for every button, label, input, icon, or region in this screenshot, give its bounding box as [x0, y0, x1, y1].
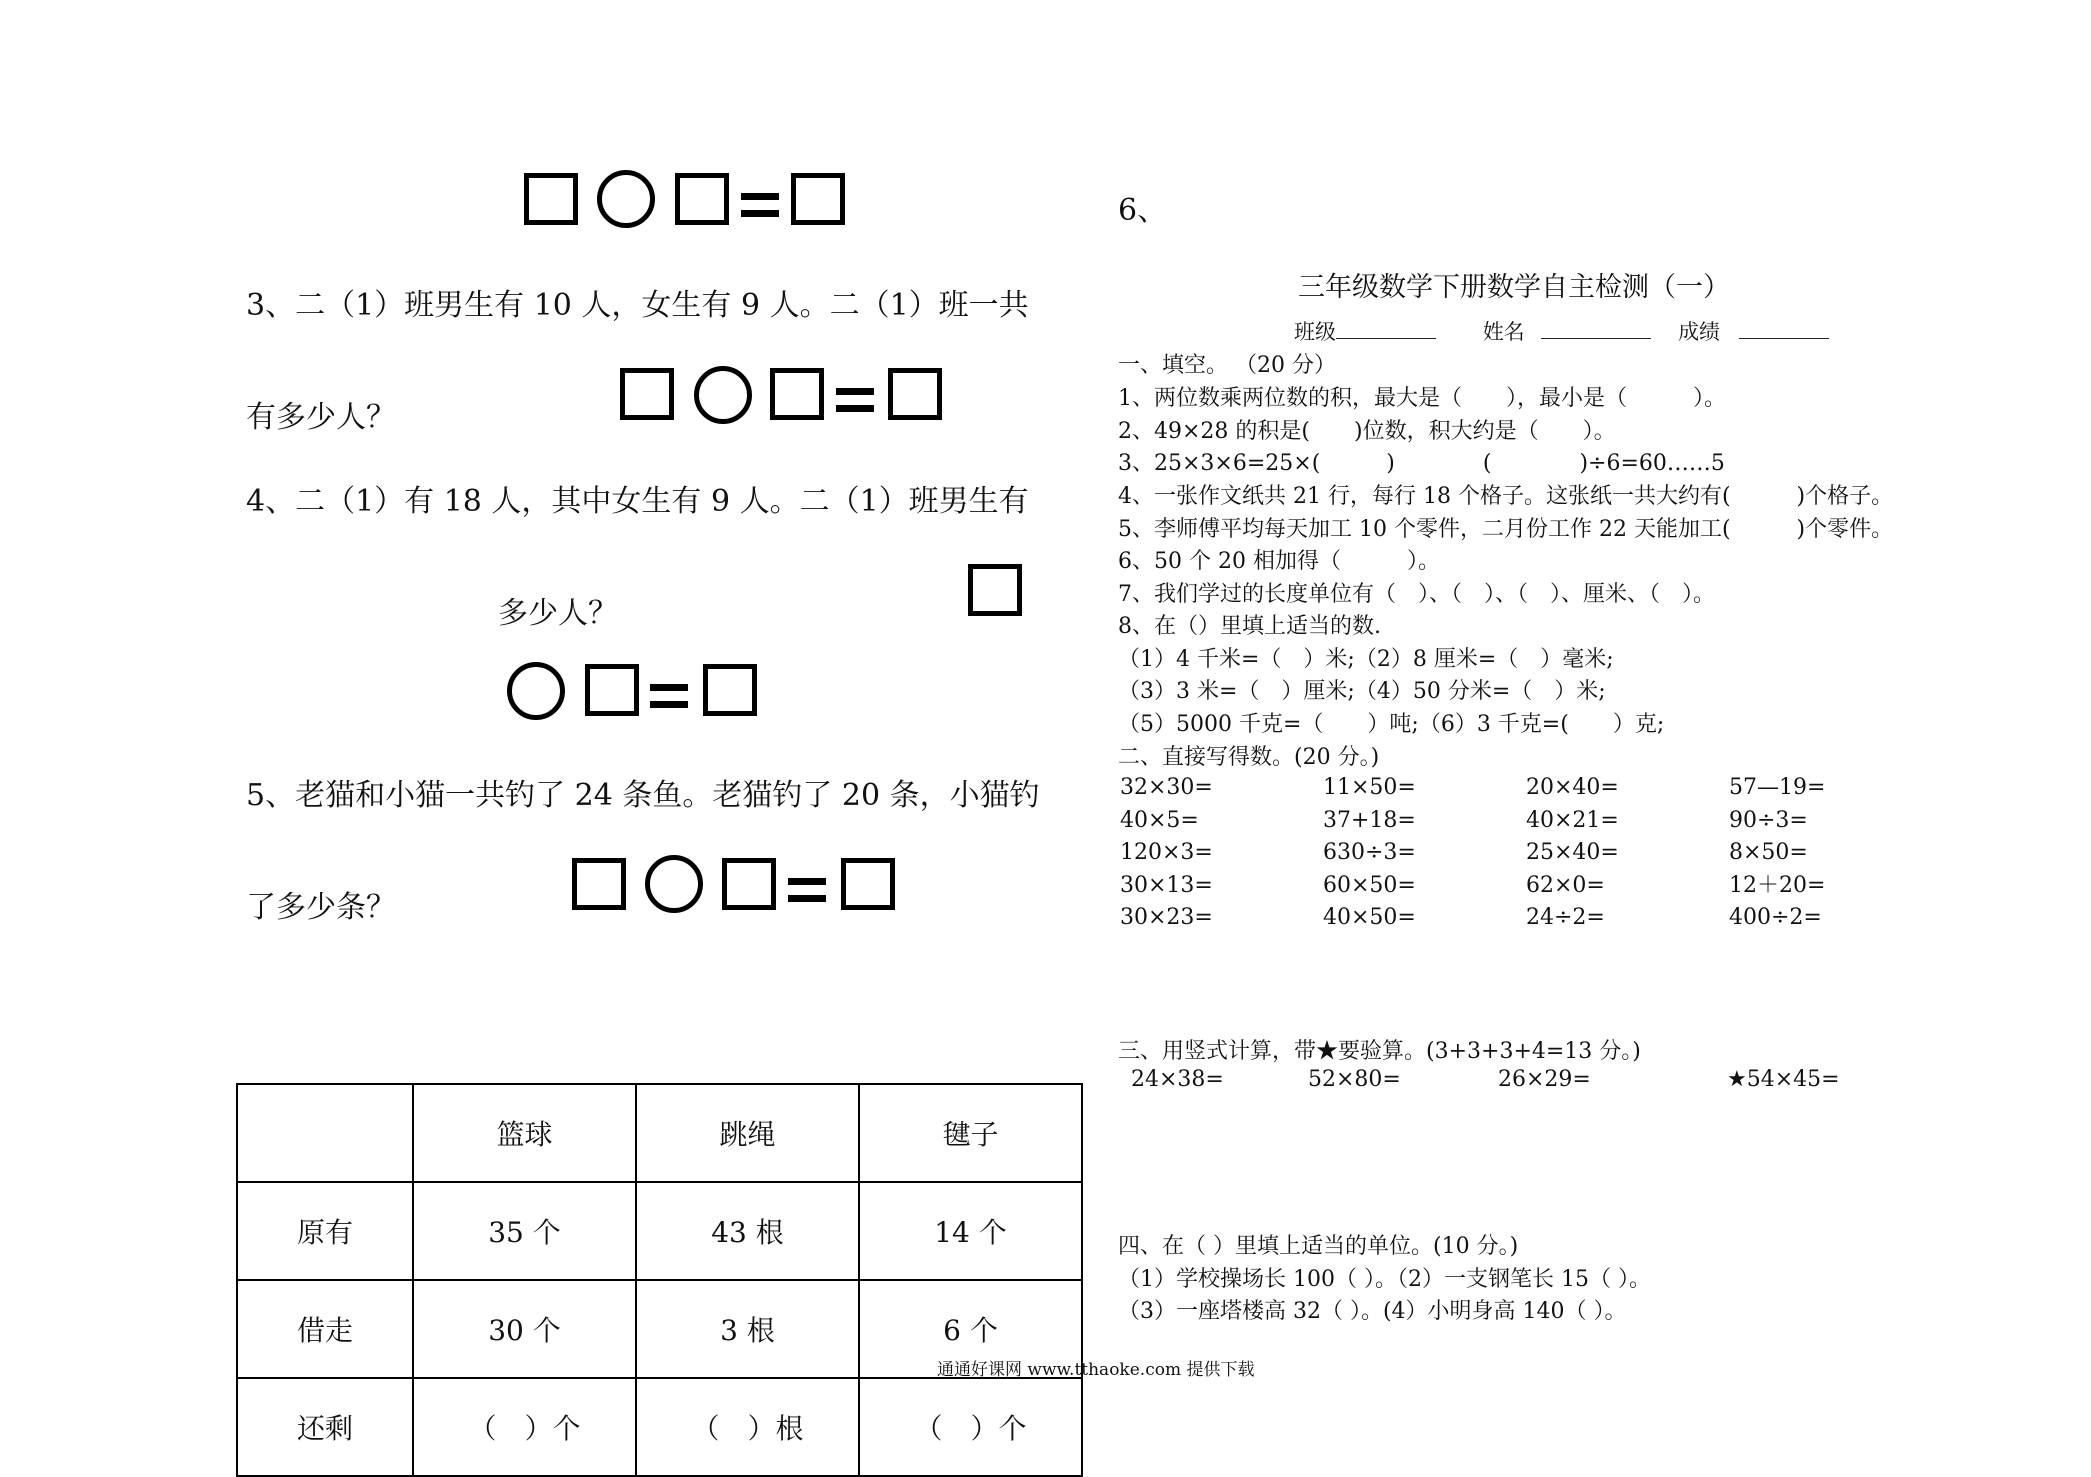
- list-item: 3、25×3×6=25×( ) ( )÷6=60……5: [1118, 451, 1725, 476]
- problem: 40×21=: [1526, 807, 1619, 833]
- table-cell: 6 个: [859, 1280, 1082, 1378]
- vertical-calc-problem: 52×80=: [1308, 1067, 1401, 1092]
- row-label: 原有: [237, 1182, 413, 1280]
- grid-row: [1120, 837, 1932, 870]
- problem: 40×5=: [1120, 807, 1199, 833]
- list-item: 1、两位数乘两位数的积，最大是（ ），最小是（ ）。: [1118, 386, 1726, 411]
- name-label: 姓名: [1482, 320, 1525, 344]
- row-label: 还剩: [237, 1378, 413, 1476]
- problem: 20×40=: [1526, 775, 1619, 800]
- list-item: 6、50 个 20 相加得（ ）。: [1118, 549, 1440, 574]
- q3-text-line2: 有多少人？: [246, 400, 396, 435]
- grid-row: [1120, 805, 1932, 838]
- operator-circle: [507, 662, 565, 720]
- class-label: 班级: [1294, 320, 1336, 344]
- q3-text-line1: 3、二（1）班男生有 10 人，女生有 9 人。二（1）班一共: [246, 288, 1029, 323]
- problem: 62×0=: [1526, 872, 1605, 898]
- answer-box: [703, 664, 757, 716]
- vertical-calc-problem-check: ★54×45=: [1727, 1067, 1840, 1092]
- problem: 120×3=: [1120, 840, 1213, 866]
- equals-sign: [741, 193, 779, 217]
- table-cell: （ ）个: [859, 1378, 1082, 1476]
- list-item: （1）4 千米=（ ）米;（2）8 厘米=（ ）毫米;: [1118, 647, 1614, 672]
- class-field[interactable]: [1336, 320, 1436, 339]
- q6-label: 6、: [1118, 193, 1168, 228]
- list-item: （3）3 米=（ ）厘米;（4）50 分米=（ ）米;: [1118, 679, 1606, 704]
- operator-circle: [645, 855, 703, 913]
- list-item: （3）一座塔楼高 32（ ）。(4）小明身高 140（ ）。: [1118, 1299, 1627, 1324]
- problem: 400÷2=: [1729, 905, 1822, 931]
- problem: 630÷3=: [1323, 840, 1416, 866]
- score-label: 成绩: [1678, 320, 1721, 344]
- q4-text-line2: 多少人？: [498, 596, 618, 631]
- table-row: [237, 1182, 1082, 1280]
- equals-sign: [836, 388, 874, 412]
- problem: 57—19=: [1729, 775, 1826, 800]
- grid-row: [1120, 902, 1932, 935]
- section3-heading: 三、用竖式计算，带★要验算。(3+3+3+4=13 分。): [1118, 1039, 1641, 1064]
- list-item: 5、李师傅平均每天加工 10 个零件，二月份工作 22 天能加工( )个零件。: [1118, 517, 1894, 542]
- grid-row: [1120, 772, 1932, 805]
- score-field[interactable]: [1739, 320, 1829, 339]
- equals-sign: [650, 684, 688, 708]
- problem: 37+18=: [1323, 807, 1416, 833]
- answer-box: [841, 858, 895, 910]
- list-item: （1）学校操场长 100（ ）。（2）一支钢笔长 15（ ）。: [1118, 1267, 1651, 1292]
- problem: 90÷3=: [1729, 807, 1808, 833]
- answer-box: [791, 173, 845, 225]
- vertical-calc-problem: 26×29=: [1498, 1067, 1591, 1092]
- equals-sign: [788, 878, 826, 902]
- table-cell: 35 个: [413, 1182, 636, 1280]
- problem: 8×50=: [1729, 840, 1808, 866]
- problem: 32×30=: [1120, 775, 1213, 800]
- table-cell: 30 个: [413, 1280, 636, 1378]
- exam-title: 三年级数学下册数学自主检测（一）: [1298, 272, 1730, 303]
- blank-box: [524, 173, 578, 225]
- blank-box: [675, 173, 729, 225]
- list-item: （5）5000 千克=（ ）吨;（6）3 千克=( ）克;: [1118, 712, 1665, 737]
- list-item: 4、一张作文纸共 21 行，每行 18 个格子。这张纸一共大约有( )个格子。: [1118, 484, 1894, 509]
- table-cell: [237, 1084, 413, 1182]
- blank-box: [572, 858, 626, 910]
- problem: 25×40=: [1526, 840, 1619, 866]
- section1-heading: 一、填空。 （20 分）: [1118, 353, 1336, 378]
- problem: 30×13=: [1120, 872, 1213, 898]
- table-cell: （ ）根: [636, 1378, 859, 1476]
- equipment-table: [236, 1083, 1083, 1477]
- table-cell: 43 根: [636, 1182, 859, 1280]
- list-item: 2、49×28 的积是( )位数，积大约是（ ）。: [1118, 419, 1616, 444]
- table-header-cell: 篮球: [413, 1084, 636, 1182]
- problem: 12＋20=: [1729, 872, 1826, 898]
- problem: 24÷2=: [1526, 905, 1605, 931]
- table-cell: （ ）个: [413, 1378, 636, 1476]
- section2-heading: 二、直接写得数。(20 分。): [1118, 745, 1380, 770]
- problem: 60×50=: [1323, 872, 1416, 898]
- student-info-row: [1294, 316, 1829, 346]
- row-label: 借走: [237, 1280, 413, 1378]
- vertical-calc-problem: 24×38=: [1131, 1067, 1224, 1092]
- footer-credit: 通通好课网 www.tthaoke.com 提供下载: [937, 1360, 1255, 1380]
- table-header-row: [237, 1084, 1082, 1182]
- blank-box: [585, 664, 639, 716]
- name-field[interactable]: [1541, 320, 1651, 339]
- grid-row: [1120, 870, 1932, 903]
- blank-box: [620, 368, 674, 420]
- q5-text-line1: 5、老猫和小猫一共钓了 24 条鱼。老猫钓了 20 条，小猫钓: [246, 778, 1040, 813]
- table-header-cell: 跳绳: [636, 1084, 859, 1182]
- q4-text-line1: 4、二（1）有 18 人，其中女生有 9 人。二（1）班男生有: [246, 484, 1029, 519]
- table-cell: 3 根: [636, 1280, 859, 1378]
- operator-circle: [597, 170, 655, 228]
- mental-math-grid: [1120, 772, 1932, 935]
- problem: 30×23=: [1120, 905, 1213, 931]
- problem: 40×50=: [1323, 905, 1416, 931]
- section4-heading: 四、在（ ）里填上适当的单位。(10 分。): [1118, 1234, 1519, 1259]
- problem: 11×50=: [1323, 775, 1416, 800]
- table-cell: 14 个: [859, 1182, 1082, 1280]
- list-item: 8、在（）里填上适当的数.: [1118, 614, 1381, 639]
- blank-box: [770, 368, 824, 420]
- answer-box: [888, 368, 942, 420]
- table-row: [237, 1378, 1082, 1476]
- blank-box: [722, 858, 776, 910]
- blank-box: [968, 564, 1022, 616]
- q5-text-line2: 了多少条？: [246, 890, 396, 925]
- table-header-cell: 毽子: [859, 1084, 1082, 1182]
- list-item: 7、我们学过的长度单位有（ ）、（ ）、（ ）、厘米、（ ）。: [1118, 582, 1715, 607]
- operator-circle: [694, 366, 752, 424]
